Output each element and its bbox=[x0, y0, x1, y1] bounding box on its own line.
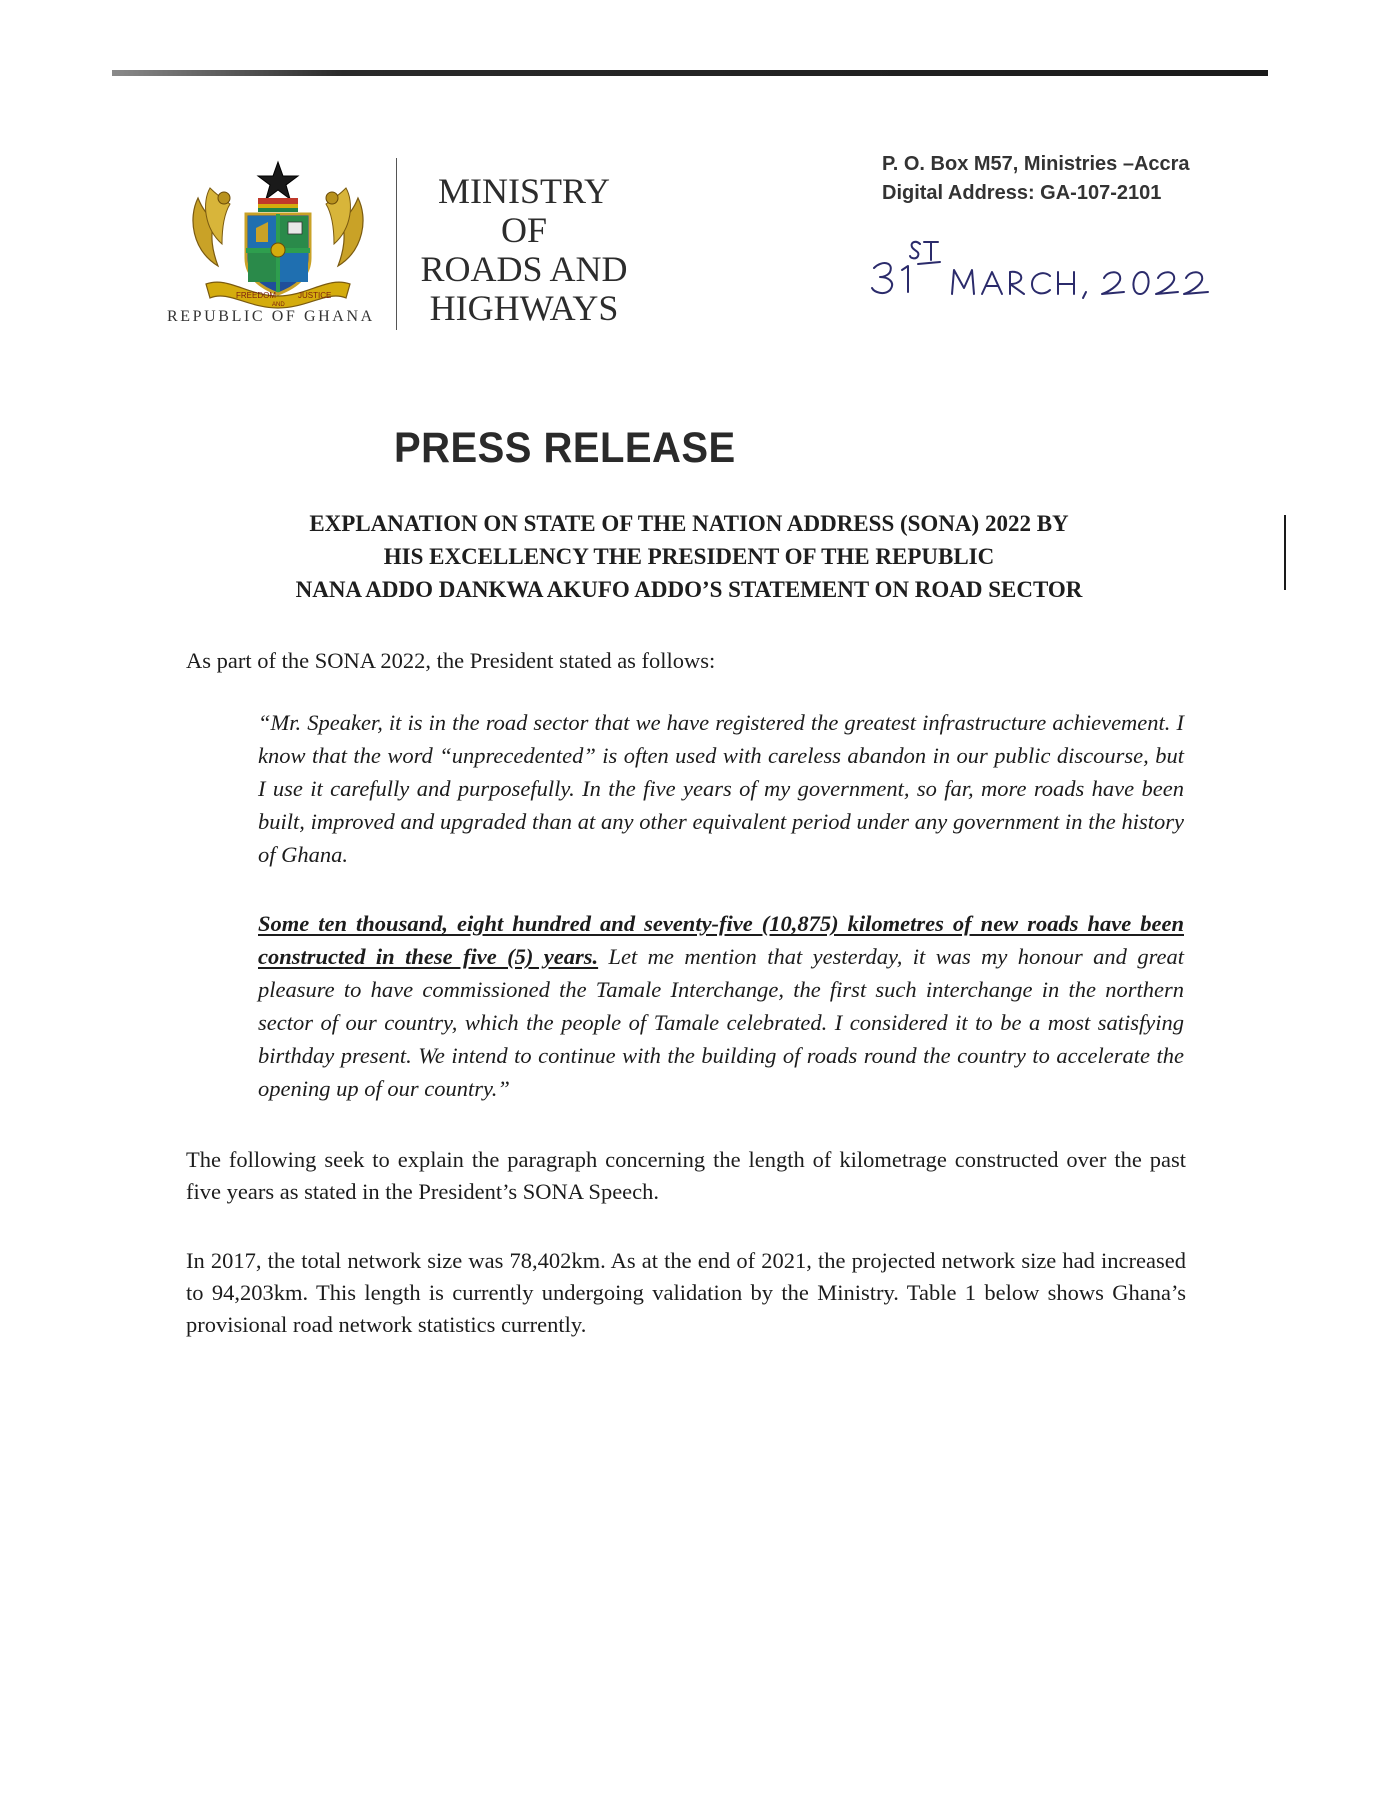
motto-justice: JUSTICE bbox=[298, 291, 332, 300]
ministry-line: ROADS AND bbox=[420, 249, 628, 289]
ministry-line: OF bbox=[500, 210, 548, 250]
page-title: PRESS RELEASE bbox=[394, 424, 736, 472]
left-eagle-icon bbox=[193, 188, 230, 266]
emphasized-statement: Some ten thousand, eight hundred and seventy-five (10,875) kilometres of new roads have been constructed in these five (5) years. bbox=[258, 911, 1184, 969]
quote-paragraph-1: “Mr. Speaker, it is in the road sector that we have registered the greatest infrastructure achievement. I know that the word “unprecedented” is often used with careless abandon in our public discourse, but I use it carefully and purposefully. In the five years of my government, so far, more roads have been built, improved and upgraded than at any other equivalent period under any government in the history of Ghana. bbox=[258, 710, 1184, 867]
margin-mark bbox=[1284, 515, 1286, 590]
crest-caption: REPUBLIC OF GHANA bbox=[167, 308, 375, 325]
ministry-line: MINISTRY bbox=[437, 171, 611, 211]
top-rule bbox=[112, 70, 1268, 76]
heading-line: EXPLANATION ON STATE OF THE NATION ADDRESS (SONA) 2022 BY bbox=[309, 511, 1069, 536]
address-line: P. O. Box M57, Ministries –Accra bbox=[882, 153, 1190, 175]
release-heading bbox=[240, 507, 1138, 606]
handwritten-date bbox=[868, 230, 1228, 300]
ghana-coat-of-arms-icon bbox=[188, 158, 368, 310]
ministry-name bbox=[408, 172, 640, 328]
heading-line: HIS EXCELLENCY THE PRESIDENT OF THE REPUBLIC bbox=[383, 544, 995, 569]
intro-paragraph: As part of the SONA 2022, the President stated as follows: bbox=[186, 648, 716, 673]
motto-and: AND bbox=[272, 302, 285, 308]
network-size-paragraph: In 2017, the total network size was 78,402km. As at the end of 2021, the projected network size had increased to 94,203km. This length is currently undergoing validation by the Ministry. Table 1 below shows Ghana’s provisional road network statistics currently. bbox=[186, 1248, 1186, 1337]
letterhead-divider bbox=[396, 158, 397, 330]
postal-address bbox=[882, 150, 1190, 208]
address-line: Digital Address: GA-107-2101 bbox=[882, 182, 1162, 204]
heading-line: NANA ADDO DANKWA AKUFO ADDO’S STATEMENT ON ROAD SECTOR bbox=[295, 577, 1083, 602]
quote-paragraph-2 bbox=[258, 907, 1184, 1105]
right-eagle-icon bbox=[326, 188, 363, 266]
ministry-line: HIGHWAYS bbox=[429, 288, 619, 328]
motto-freedom: FREEDOM bbox=[236, 291, 276, 300]
explanation-paragraph: The following seek to explain the paragraph concerning the length of kilometrage constructed over the past five years as stated in the President’s SONA Speech. bbox=[186, 1147, 1186, 1204]
quote-continuation: Let me mention that yesterday, it was my honour and great pleasure to have commissioned the Tamale Interchange, the first such interchange in the northern sector of our country, which the people of Tamale celebrated. I considered it to be a most satisfying birthday present. We intend to continue with the building of roads round the country to accelerate the opening up of our country.” bbox=[258, 944, 1184, 1101]
